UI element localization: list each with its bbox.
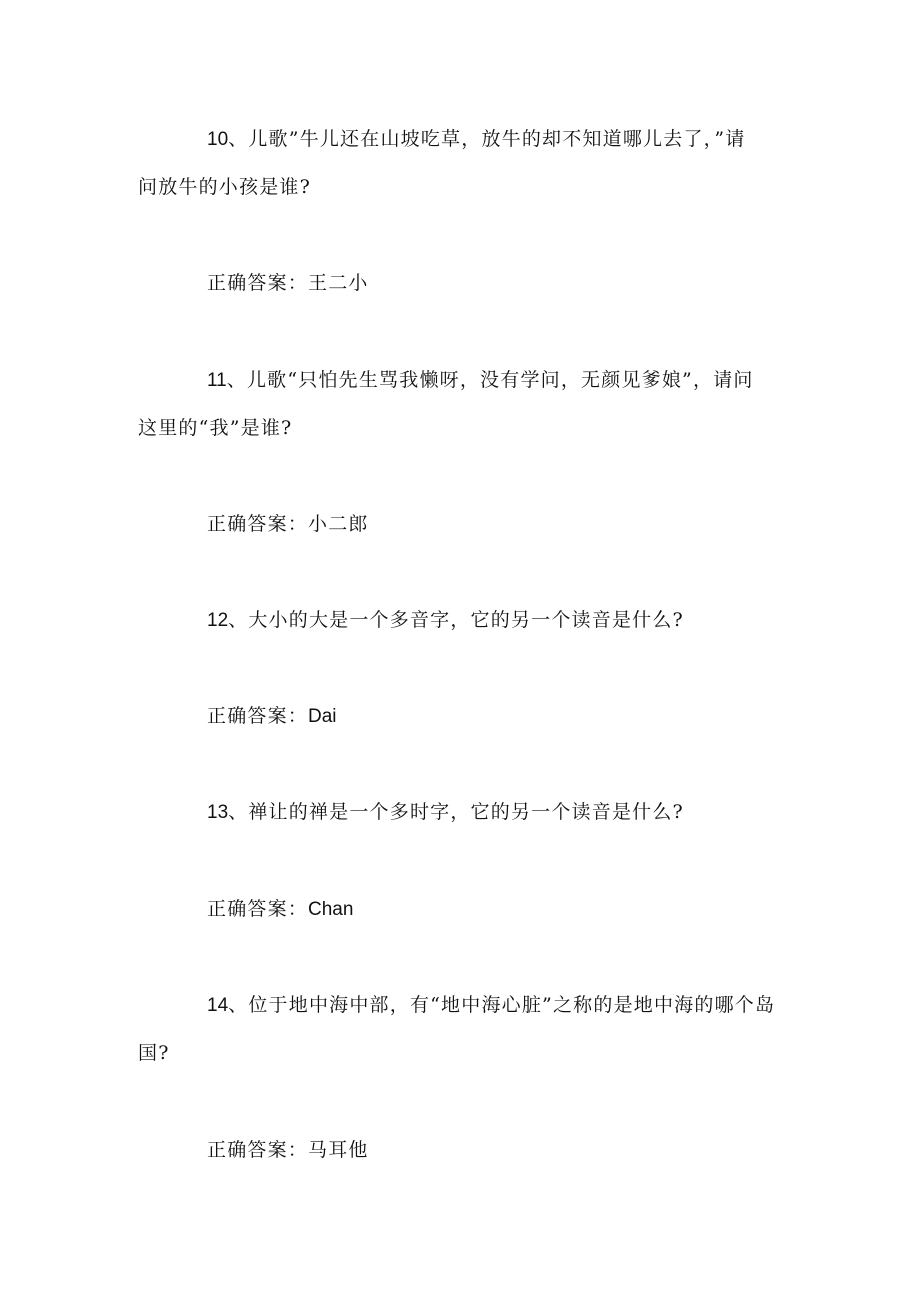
question-number: 14 bbox=[207, 995, 229, 1016]
answer-label: 正确答案： bbox=[207, 272, 309, 294]
question-text: 大小的大是一个多音字，它的另一个读音是什么? bbox=[248, 609, 684, 631]
question-14-line-2: 国? bbox=[138, 1042, 170, 1064]
question-number: 11 bbox=[207, 370, 227, 391]
question-10-line-2: 问放牛的小孩是谁? bbox=[138, 176, 311, 198]
answer-12 bbox=[207, 704, 337, 729]
answer-13 bbox=[207, 897, 353, 922]
answer-value: 王二小 bbox=[308, 272, 369, 294]
answer-value: 马耳他 bbox=[308, 1139, 369, 1161]
question-separator: 、 bbox=[228, 994, 249, 1016]
answer-label: 正确答案： bbox=[207, 1139, 309, 1161]
answer-value: Dai bbox=[308, 706, 337, 727]
question-separator: 、 bbox=[228, 801, 249, 823]
question-text: 儿歌“只怕先生骂我懒呀，没有学问，无颜见爹娘”，请问 bbox=[246, 369, 754, 391]
answer-11 bbox=[207, 512, 369, 536]
question-number: 12 bbox=[207, 610, 229, 631]
answer-label: 正确答案： bbox=[207, 898, 309, 920]
question-text: 儿歌”牛儿还在山坡吃草，放牛的却不知道哪儿去了，”请 bbox=[248, 128, 746, 150]
answer-value: 小二郎 bbox=[308, 513, 369, 535]
answer-10 bbox=[207, 271, 369, 295]
question-separator: 、 bbox=[228, 609, 249, 631]
answer-14 bbox=[207, 1138, 369, 1162]
answer-label: 正确答案： bbox=[207, 705, 309, 727]
question-separator: 、 bbox=[226, 369, 247, 391]
question-11-line-1 bbox=[207, 368, 754, 393]
question-12-line-1 bbox=[207, 608, 684, 633]
question-number: 13 bbox=[207, 802, 229, 823]
question-14-line-1 bbox=[207, 993, 775, 1018]
question-13-line-1 bbox=[207, 800, 684, 825]
question-11-line-2: 这里的“我”是谁? bbox=[138, 417, 293, 439]
question-text: 禅让的禅是一个多时字，它的另一个读音是什么? bbox=[248, 801, 684, 823]
answer-value: Chan bbox=[308, 899, 354, 920]
question-number: 10 bbox=[207, 129, 229, 150]
question-text: 位于地中海中部，有“地中海心脏”之称的是地中海的哪个岛 bbox=[248, 994, 776, 1016]
answer-label: 正确答案： bbox=[207, 513, 309, 535]
question-separator: 、 bbox=[228, 128, 249, 150]
question-10-line-1 bbox=[207, 127, 745, 152]
